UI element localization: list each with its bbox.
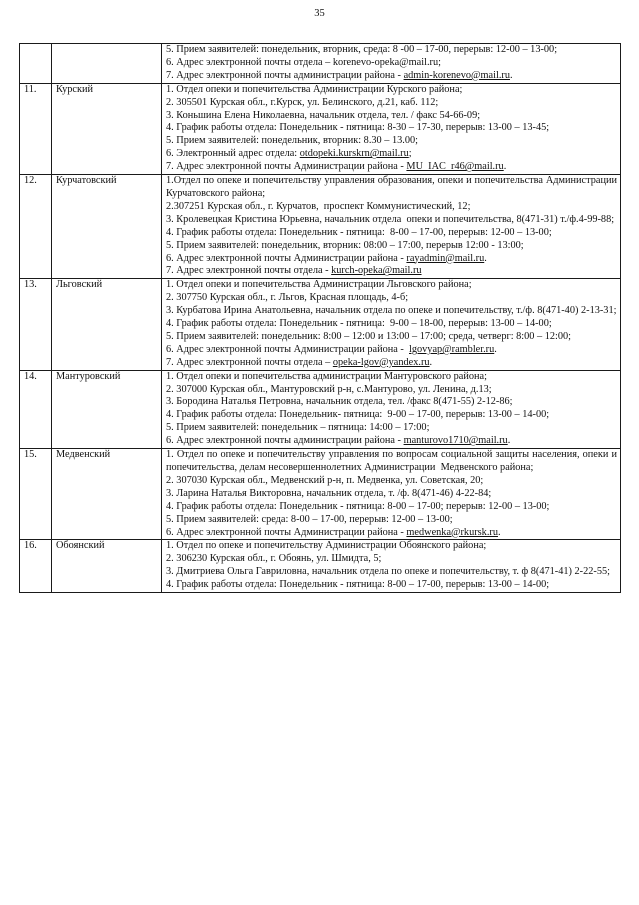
detail-text: 4. График работы отдела: Понедельник- пятница: 9-00 – 17-00, перерыв: 13-00 – 14-00; xyxy=(166,409,550,421)
detail-text: 3. Ларина Наталья Викторовна, начальник отдела, т. /ф. 8(471-46) 4-22-84; xyxy=(166,487,492,499)
department-details xyxy=(162,279,621,370)
detail-text: 5. Прием заявителей: понедельник: 8:00 – 12:00 и 13:00 – 17:00; среда, четверг: 8:00 – 12:00; xyxy=(166,330,572,342)
detail-line xyxy=(166,240,617,253)
email-link[interactable]: rayadmin@mail.ru xyxy=(406,252,485,264)
detail-line xyxy=(166,488,617,501)
department-details xyxy=(162,175,621,279)
district-name: Льговский xyxy=(52,279,162,370)
detail-line xyxy=(166,148,617,161)
detail-text: 2. 307000 Курская обл., Мантуровский р-н, с.Мантурово, ул. Ленина, д.13; xyxy=(166,383,492,395)
detail-text: . xyxy=(494,343,497,355)
detail-text: 5. Прием заявителей: среда: 8-00 – 17-00, перерыв: 12-00 – 13-00; xyxy=(166,513,453,525)
table-body xyxy=(20,44,621,593)
district-name: Медвенский xyxy=(52,449,162,540)
detail-line xyxy=(166,344,617,357)
detail-line xyxy=(166,161,617,174)
table-row xyxy=(20,449,621,540)
detail-text: 6. Электронный адрес отдела: xyxy=(166,148,300,160)
district-name xyxy=(52,44,162,84)
detail-line xyxy=(166,265,617,278)
detail-line xyxy=(166,357,617,370)
email-link[interactable]: MU_IAC_r46@mail.ru xyxy=(406,161,504,173)
detail-line xyxy=(166,579,617,592)
row-number: 16. xyxy=(20,540,52,593)
detail-text: 1. Отдел опеки и попечительства Администрации Льговского района; xyxy=(166,279,472,291)
email-link[interactable]: opeka-lgov@yandex.ru xyxy=(332,356,430,368)
table-row xyxy=(20,83,621,174)
detail-line xyxy=(166,57,617,70)
detail-text: 6. Адрес электронной почты отдела – korenevo-opeka@mail.ru; xyxy=(166,56,441,68)
detail-text: 3. Коньшина Елена Николаевна, начальник отдела, тел. / факс 54-66-09; xyxy=(166,109,481,121)
department-details xyxy=(162,449,621,540)
detail-line xyxy=(166,331,617,344)
detail-line xyxy=(166,110,617,123)
detail-text: 4. График работы отдела: Понедельник - пятница: 9-00 – 18-00, перерыв: 13-00 – 14-00; xyxy=(166,318,552,330)
detail-line xyxy=(166,318,617,331)
detail-text: 3. Бородина Наталья Петровна, начальник отдела, тел. /факс 8(471-55) 2-12-86; xyxy=(166,396,513,408)
department-details xyxy=(162,540,621,593)
detail-text: 2.307251 Курская обл., г. Курчатов, проспект Коммунистический, 12; xyxy=(166,200,471,212)
detail-text: 1. Отдел по опеке и попечительству управления по вопросам социальной защиты населения, опеки и попечительства, делам несовершеннолетних Администрации Медвенского района; xyxy=(166,449,620,473)
detail-line xyxy=(166,253,617,266)
detail-text: 6. Адрес электронной почты Администрации района - xyxy=(166,526,407,538)
table-row xyxy=(20,370,621,448)
detail-line xyxy=(166,279,617,292)
detail-text: 5. Прием заявителей: понедельник, вторник: 08:00 – 17:00, перерыв 12:00 - 13:00; xyxy=(166,239,524,251)
detail-text: 2. 306230 Курская обл., г. Обоянь, ул. Шмидта, 5; xyxy=(166,553,382,565)
detail-line xyxy=(166,227,617,240)
detail-text: 7. Адрес электронной почты администрации района - xyxy=(166,69,404,81)
detail-line xyxy=(166,201,617,214)
table-row xyxy=(20,44,621,84)
detail-line xyxy=(166,84,617,97)
detail-line xyxy=(166,292,617,305)
detail-text: 7. Адрес электронной почты Администрации района - xyxy=(166,161,407,173)
email-link[interactable]: manturovo1710@mail.ru xyxy=(403,435,508,447)
detail-line xyxy=(166,305,617,318)
detail-line xyxy=(166,501,617,514)
row-number: 14. xyxy=(20,370,52,448)
detail-text: 1.Отдел по опеке и попечительству управления образования, опеки и попечительства Администрации Курчатовского района; xyxy=(166,175,620,199)
email-link[interactable]: lgovyap@rambler.ru xyxy=(409,343,495,355)
detail-line xyxy=(166,527,617,540)
detail-line xyxy=(166,514,617,527)
detail-line xyxy=(166,540,617,553)
department-details xyxy=(162,370,621,448)
detail-line xyxy=(166,384,617,397)
detail-line xyxy=(166,566,617,579)
email-link[interactable]: medwenka@rkursk.ru xyxy=(406,526,498,538)
detail-line xyxy=(166,214,617,227)
detail-text: 2. 305501 Курская обл., г.Курск, ул. Белинского, д.21, каб. 112; xyxy=(166,96,439,108)
department-details xyxy=(162,83,621,174)
detail-line xyxy=(166,135,617,148)
detail-text: . xyxy=(429,356,433,368)
detail-text: . xyxy=(503,161,507,173)
detail-text: 7. Адрес электронной почты отдела - xyxy=(166,265,332,277)
row-number: 11. xyxy=(20,83,52,174)
detail-line xyxy=(166,175,620,201)
detail-text: . xyxy=(484,252,487,264)
detail-text: 5. Прием заявителей: понедельник – пятница: 14:00 – 17:00; xyxy=(166,422,430,434)
table-row xyxy=(20,279,621,370)
detail-text: 1. Отдел опеки и попечительства Администрации Курского района; xyxy=(166,83,463,95)
page-number: 35 xyxy=(314,8,325,19)
row-number: 13. xyxy=(20,279,52,370)
table-row xyxy=(20,540,621,593)
detail-text: 2. 307030 Курская обл., Медвенский р-н, п. Медвенка, ул. Советская, 20; xyxy=(166,474,484,486)
detail-line xyxy=(166,70,617,83)
row-number xyxy=(20,44,52,84)
detail-text: . xyxy=(509,69,513,81)
detail-line xyxy=(166,475,617,488)
detail-text: 1. Отдел опеки и попечительства администрации Мантуровского района; xyxy=(166,370,487,382)
row-number: 12. xyxy=(20,175,52,279)
detail-line xyxy=(166,422,617,435)
detail-text: 2. 307750 Курская обл., г. Льгов, Красная площадь, 4-б; xyxy=(166,292,409,304)
department-details xyxy=(162,44,621,84)
detail-text: 6. Адрес электронной почты Администрации района - xyxy=(166,252,407,264)
district-name: Курский xyxy=(52,83,162,174)
detail-text: 3. Курбатова Ирина Анатольевна, начальник отдела по опеке и попечительству, т./ф. 8(471-40) 2-13-31; xyxy=(166,305,617,317)
detail-line xyxy=(166,553,617,566)
row-number: 15. xyxy=(20,449,52,540)
detail-text: 4. График работы отдела: Понедельник - пятница: 8-00 – 17-00, перерыв: 13-00 – 14-00; xyxy=(166,579,550,591)
detail-text: 5. Прием заявителей: понедельник, вторник, среда: 8 -00 – 17-00, перерыв: 12-00 – 13-00; xyxy=(166,44,558,55)
detail-line xyxy=(166,449,620,475)
detail-text: . xyxy=(497,526,501,538)
district-name: Мантуровский xyxy=(52,370,162,448)
detail-text: . xyxy=(507,435,511,447)
detail-line xyxy=(166,122,617,135)
detail-text: 4. График работы отдела: Понедельник - пятница: 8-30 – 17-30, перерыв: 13-00 – 13-45; xyxy=(166,122,550,134)
detail-text: 4. График работы отдела: Понедельник - пятница: 8-00 – 17-00; перерыв: 12-00 – 13-00; xyxy=(166,500,550,512)
detail-line xyxy=(166,44,617,57)
email-link[interactable]: kurch-opeka@mail.ru xyxy=(331,265,422,277)
detail-text: 4. График работы отдела: Понедельник - пятница: 8-00 – 17-00, перерыв: 12-00 – 13-00; xyxy=(166,226,552,238)
email-link[interactable]: admin-korenevo@mail.ru xyxy=(403,69,510,81)
detail-text: ; xyxy=(408,148,412,160)
detail-text: 5. Прием заявителей: понедельник, вторник: 8.30 – 13.00; xyxy=(166,135,419,147)
detail-text: 1. Отдел по опеке и попечительству Администрации Обоянского района; xyxy=(166,540,487,552)
detail-line xyxy=(166,409,617,422)
detail-line xyxy=(166,371,617,384)
district-name: Курчатовский xyxy=(52,175,162,279)
detail-line xyxy=(166,435,617,448)
guardianship-departments-table xyxy=(19,43,621,593)
detail-text: 7. Адрес электронной почты отдела – xyxy=(166,356,333,368)
email-link[interactable]: otdopeki.kurskrn@mail.ru xyxy=(299,148,409,160)
detail-text: 6. Адрес электронной почты администрации района - xyxy=(166,435,404,447)
district-name: Обоянский xyxy=(52,540,162,593)
detail-text: 3. Кролевецкая Кристина Юрьевна, начальник отдела опеки и попечительства, 8(471-31) т./ф.4-99-88; xyxy=(166,213,615,225)
detail-line xyxy=(166,396,617,409)
detail-text: 6. Адрес электронной почты Администрации района - xyxy=(166,343,409,355)
detail-line xyxy=(166,97,617,110)
table-row xyxy=(20,175,621,279)
detail-text: 3. Дмитриева Ольга Гавриловна, начальник отдела по опеке и попечительству, т. ф 8(471-41) 2-22-55; xyxy=(166,566,610,578)
